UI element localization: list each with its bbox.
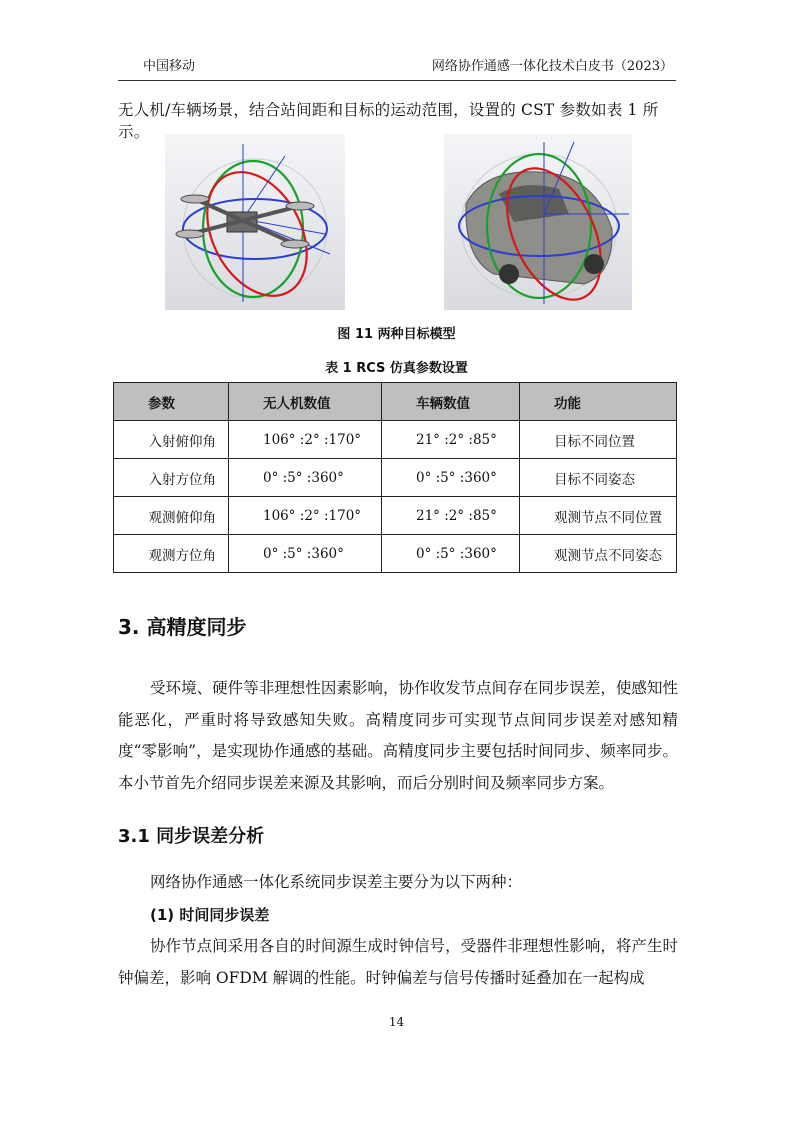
table-cell: 0° :5° :360° [382,535,520,573]
section-3-heading: 3. 高精度同步 [118,615,247,639]
table-cell: 0° :5° :360° [229,535,382,573]
table-row [114,421,677,459]
table-cell: 0° :5° :360° [382,459,520,497]
time-sync-paragraph-text: 协作节点间采用各自的时间源生成时钟信号，受器件非理想性影响，将产生时钟偏差，影响 OFDM 解调的性能。时钟偏差与信号传播时延叠加在一起构成 [118,937,678,987]
section-3-paragraph [118,673,678,799]
table-cell: 106° :2° :170° [229,421,382,459]
table-cell: 106° :2° :170° [229,497,382,535]
section-3-1-intro-text: 网络协作通感一体化系统同步误差主要分为以下两种： [150,873,523,891]
table-header-cell: 车辆数值 [382,383,520,421]
table-caption: 表 1 RCS 仿真参数设置 [325,361,468,376]
table-header-cell: 参数 [114,383,229,421]
table-cell: 入射方位角 [114,459,229,497]
table-cell: 观测方位角 [114,535,229,573]
table-header-cell: 无人机数值 [229,383,382,421]
rcs-parameter-table [113,382,677,573]
table-cell: 21° :2° :85° [382,421,520,459]
page-number: 14 [388,1015,405,1029]
figure-caption: 图 11 两种目标模型 [337,327,456,342]
table-header-cell: 功能 [520,383,677,421]
table-cell: 入射俯仰角 [114,421,229,459]
table-cell: 观测节点不同位置 [520,497,677,535]
table-row [114,459,677,497]
subsection-time-sync-error: (1) 时间同步误差 [150,906,270,924]
table-cell: 目标不同位置 [520,421,677,459]
table-row [114,535,677,573]
section-3-1-heading: 3.1 同步误差分析 [118,826,265,847]
table-cell: 0° :5° :360° [229,459,382,497]
header-title: 网络协作通感一体化技术白皮书（2023） [431,59,673,74]
header-divider [118,80,676,81]
table-header-row [114,383,677,421]
intro-line: 无人机/车辆场景，结合站间距和目标的运动范围，设置的 CST 参数如表 1 所示。 [118,101,659,141]
section-3-paragraph-text: 受环境、硬件等非理想性因素影响，协作收发节点间存在同步误差，使感知性能恶化，严重时将导致感知失败。高精度同步可实现节点间同步误差对感知精度“零影响”，是实现协作通感的基础。高精度同步主要包括时间同步、频率同步。本小节首先介绍同步误差来源及其影响，而后分别时间及频率同步方案。 [118,679,678,792]
table-cell: 目标不同姿态 [520,459,677,497]
car-model-image [444,134,632,310]
time-sync-paragraph [118,931,678,994]
table-row [114,497,677,535]
header-org: 中国移动 [143,59,196,74]
drone-model-image [165,134,345,310]
section-3-1-intro [118,867,678,899]
table-cell: 观测节点不同姿态 [520,535,677,573]
table-cell: 21° :2° :85° [382,497,520,535]
table-cell: 观测俯仰角 [114,497,229,535]
